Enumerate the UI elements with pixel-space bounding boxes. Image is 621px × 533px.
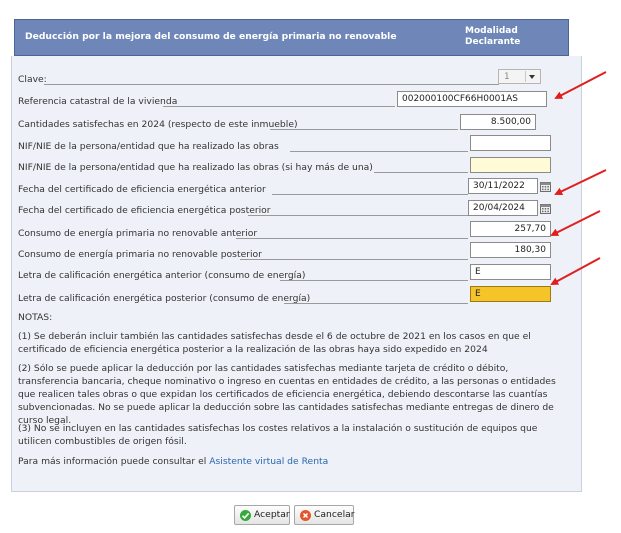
fecha-anterior-input[interactable]: 30/11/2022 [468, 178, 538, 194]
accept-button[interactable] [234, 505, 290, 525]
note-3: (3) No se incluyen en las cantidades satisfechas los costes relativos a la instalación o sustitución de equipos que utilicen combustibles de origen fósil. [18, 423, 538, 447]
notes-title: NOTAS: [18, 312, 53, 323]
leader-line [272, 194, 468, 195]
leader-line [374, 172, 468, 173]
modalidad-column-header [465, 26, 521, 48]
leader-line [280, 280, 468, 281]
chevron-down-icon [529, 75, 535, 79]
modalidad-label: Modalidad [465, 26, 518, 36]
clave-label: Clave: [18, 74, 47, 85]
leader-line [163, 106, 395, 107]
nif1-label: NIF/NIE de la persona/entidad que ha realizado las obras [18, 141, 279, 152]
consumo-posterior-label: Consumo de energía primaria no renovable posterior [18, 249, 262, 260]
more-info-prefix: Para más información puede consultar el [18, 456, 210, 467]
accept-button-label: Aceptar [254, 509, 290, 520]
cantidades-input[interactable]: 8.500,00 [460, 114, 536, 130]
declarante-label: Declarante [465, 37, 521, 47]
letra-anterior-label: Letra de calificación energética anterior (consumo de energía) [18, 270, 306, 281]
calendar-icon[interactable] [540, 203, 551, 214]
nif2-input[interactable] [470, 157, 551, 173]
ref-label: Referencia catastral de la vivienda [18, 96, 178, 107]
nif1-input[interactable] [470, 135, 551, 151]
leader-line [44, 84, 499, 85]
leader-line [284, 303, 468, 304]
ref-catastral-input[interactable]: 002000100CF66H0001AS [397, 91, 547, 107]
cancel-button[interactable] [294, 505, 354, 525]
consumo-anterior-label: Consumo de energía primaria no renovable anterior [18, 228, 258, 239]
more-info-text [18, 455, 563, 468]
fecha-posterior-label: Fecha del certificado de eficiencia energética posterior [18, 205, 271, 216]
letra-anterior-input[interactable]: E [470, 264, 551, 280]
dialog-title: Deducción por la mejora del consumo de energía primaria no renovable [25, 31, 397, 42]
check-icon [240, 510, 251, 521]
cantidades-label: Cantidades satisfechas en 2024 (respecto de este inmueble) [18, 119, 298, 130]
note-1: (1) Se deberán incluir también las cantidades satisfechas desde el 6 de octubre de 2021 en los casos en que el certificado de eficiencia energética posterior a la realización de las obras haya sido expedido en 2024 [18, 331, 531, 355]
letra-posterior-input[interactable]: E [470, 286, 551, 302]
letra-posterior-label: Letra de calificación energética posterior (consumo de energía) [18, 293, 311, 304]
fecha-anterior-label: Fecha del certificado de eficiencia energética anterior [18, 184, 266, 195]
consumo-anterior-input[interactable]: 257,70 [470, 221, 551, 237]
select-separator [525, 71, 526, 82]
clave-select[interactable] [498, 69, 541, 84]
leader-line [290, 151, 468, 152]
leader-line [236, 238, 468, 239]
nif2-label: NIF/NIE de la persona/entidad que ha realizado las obras (si hay más de una) [18, 162, 373, 173]
asistente-virtual-link[interactable]: Asistente virtual de Renta [209, 456, 329, 467]
leader-line [270, 129, 458, 130]
leader-line [248, 215, 468, 216]
calendar-icon[interactable] [540, 181, 551, 192]
leader-line [240, 259, 468, 260]
consumo-posterior-input[interactable]: 180,30 [470, 242, 551, 258]
fecha-posterior-input[interactable]: 20/04/2024 [468, 200, 538, 216]
cancel-button-label: Cancelar [314, 509, 355, 520]
note-2: (2) Sólo se puede aplicar la deducción por las cantidades satisfechas mediante tarjeta de crédito o débito, transferencia bancaria, cheque nominativo o ingreso en cuentas en entidades de crédito, a las personas o entidades que realicen tales obras o que expidan los certificados de eficiencia energética, debiendo descontarse las cuantías subvencionadas. No se puede aplicar la deducción sobre las cantidades satisfechas mediante entregas de dinero de curso legal. [18, 363, 556, 426]
clave-value: 1 [504, 72, 510, 82]
cancel-icon [300, 510, 311, 521]
dialog-header [14, 19, 569, 56]
